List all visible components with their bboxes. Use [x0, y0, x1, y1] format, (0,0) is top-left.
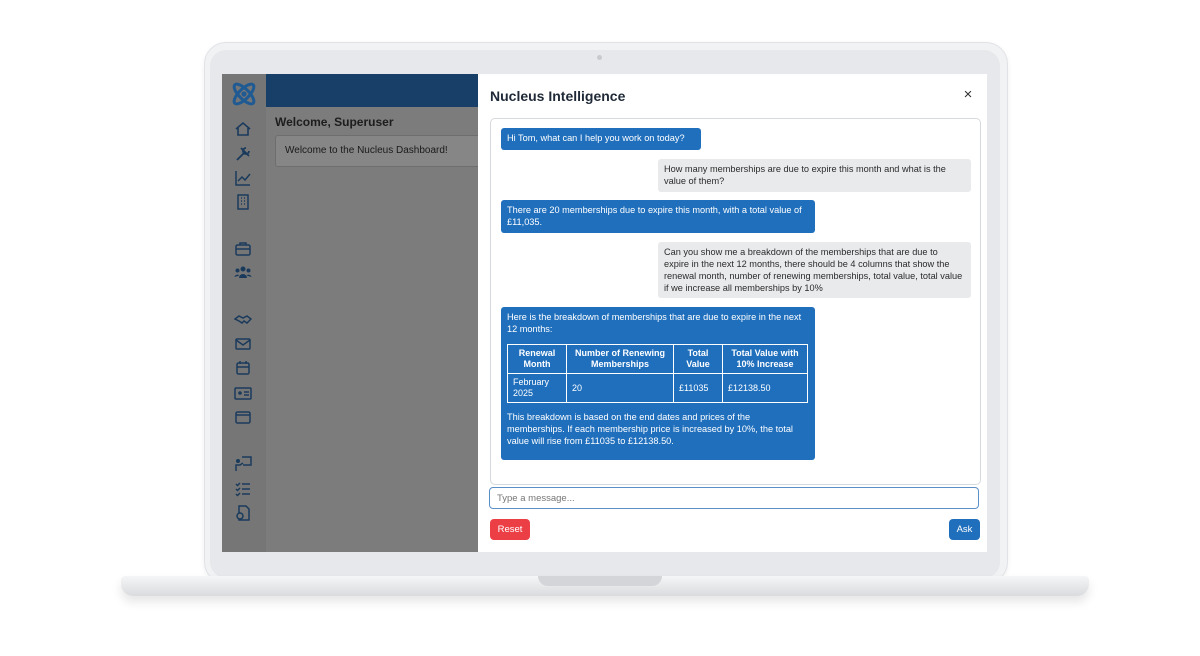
sidebar	[222, 74, 267, 552]
checklist-icon[interactable]	[234, 480, 252, 498]
bot-message: Hi Tom, what can I help you work on today?	[501, 128, 701, 150]
table-header: Number of Renewing Memberships	[567, 345, 674, 374]
table-cell: £11035	[674, 374, 723, 403]
screen	[222, 74, 987, 552]
ask-button[interactable]: Ask	[949, 519, 980, 540]
presentation-icon[interactable]	[234, 455, 252, 473]
camera	[597, 55, 602, 60]
nucleus-logo	[228, 78, 260, 110]
chat-history[interactable]	[490, 118, 981, 485]
envelope-icon[interactable]	[234, 335, 252, 353]
user-message: How many memberships are due to expire this month and what is the value of them?	[658, 159, 971, 192]
calendar-icon[interactable]	[234, 359, 252, 377]
chat-panel	[478, 74, 987, 552]
tools-icon[interactable]	[234, 145, 252, 163]
table-header: Renewal Month	[508, 345, 567, 374]
user-message: Can you show me a breakdown of the memberships that are due to expire in the next 12 months, there should be 4 columns that show the renewal month, number of renewing memberships, total value, total value if we increase all memberships by 10%	[658, 242, 971, 298]
laptop-notch	[538, 576, 662, 586]
building-icon[interactable]	[234, 193, 252, 211]
table-header: Total Value	[674, 345, 723, 374]
id-card-icon[interactable]	[234, 384, 252, 402]
message-input[interactable]	[489, 487, 979, 509]
bot-message: There are 20 memberships due to expire this month, with a total value of £11,035.	[501, 200, 815, 233]
bot-message-table	[501, 307, 815, 460]
bot-message-outro: This breakdown is based on the end dates and prices of the memberships. If each membership price is increased by 10%, the total value will rise from £11035 to £12138.50.	[507, 412, 793, 446]
table-cell: February 2025	[508, 374, 567, 403]
table-cell: 20	[567, 374, 674, 403]
welcome-title: Welcome, Superuser	[275, 115, 394, 129]
close-icon[interactable]: ×	[963, 86, 973, 103]
users-icon[interactable]	[234, 263, 252, 281]
briefcase-icon[interactable]	[234, 240, 252, 258]
document-gear-icon[interactable]	[234, 504, 252, 522]
bot-message-intro: Here is the breakdown of memberships that are due to expire in the next 12 months:	[507, 312, 802, 334]
panel-title: Nucleus Intelligence	[490, 88, 626, 104]
reset-button[interactable]: Reset	[490, 519, 530, 540]
table-cell: £12138.50	[723, 374, 808, 403]
handshake-icon[interactable]	[234, 311, 252, 329]
chart-line-icon[interactable]	[234, 169, 252, 187]
home-icon[interactable]	[234, 120, 252, 138]
breakdown-table	[507, 344, 808, 403]
table-header: Total Value with 10% Increase	[723, 345, 808, 374]
table-row	[508, 374, 808, 403]
wallet-icon[interactable]	[234, 408, 252, 426]
welcome-card-text: Welcome to the Nucleus Dashboard!	[285, 145, 448, 156]
